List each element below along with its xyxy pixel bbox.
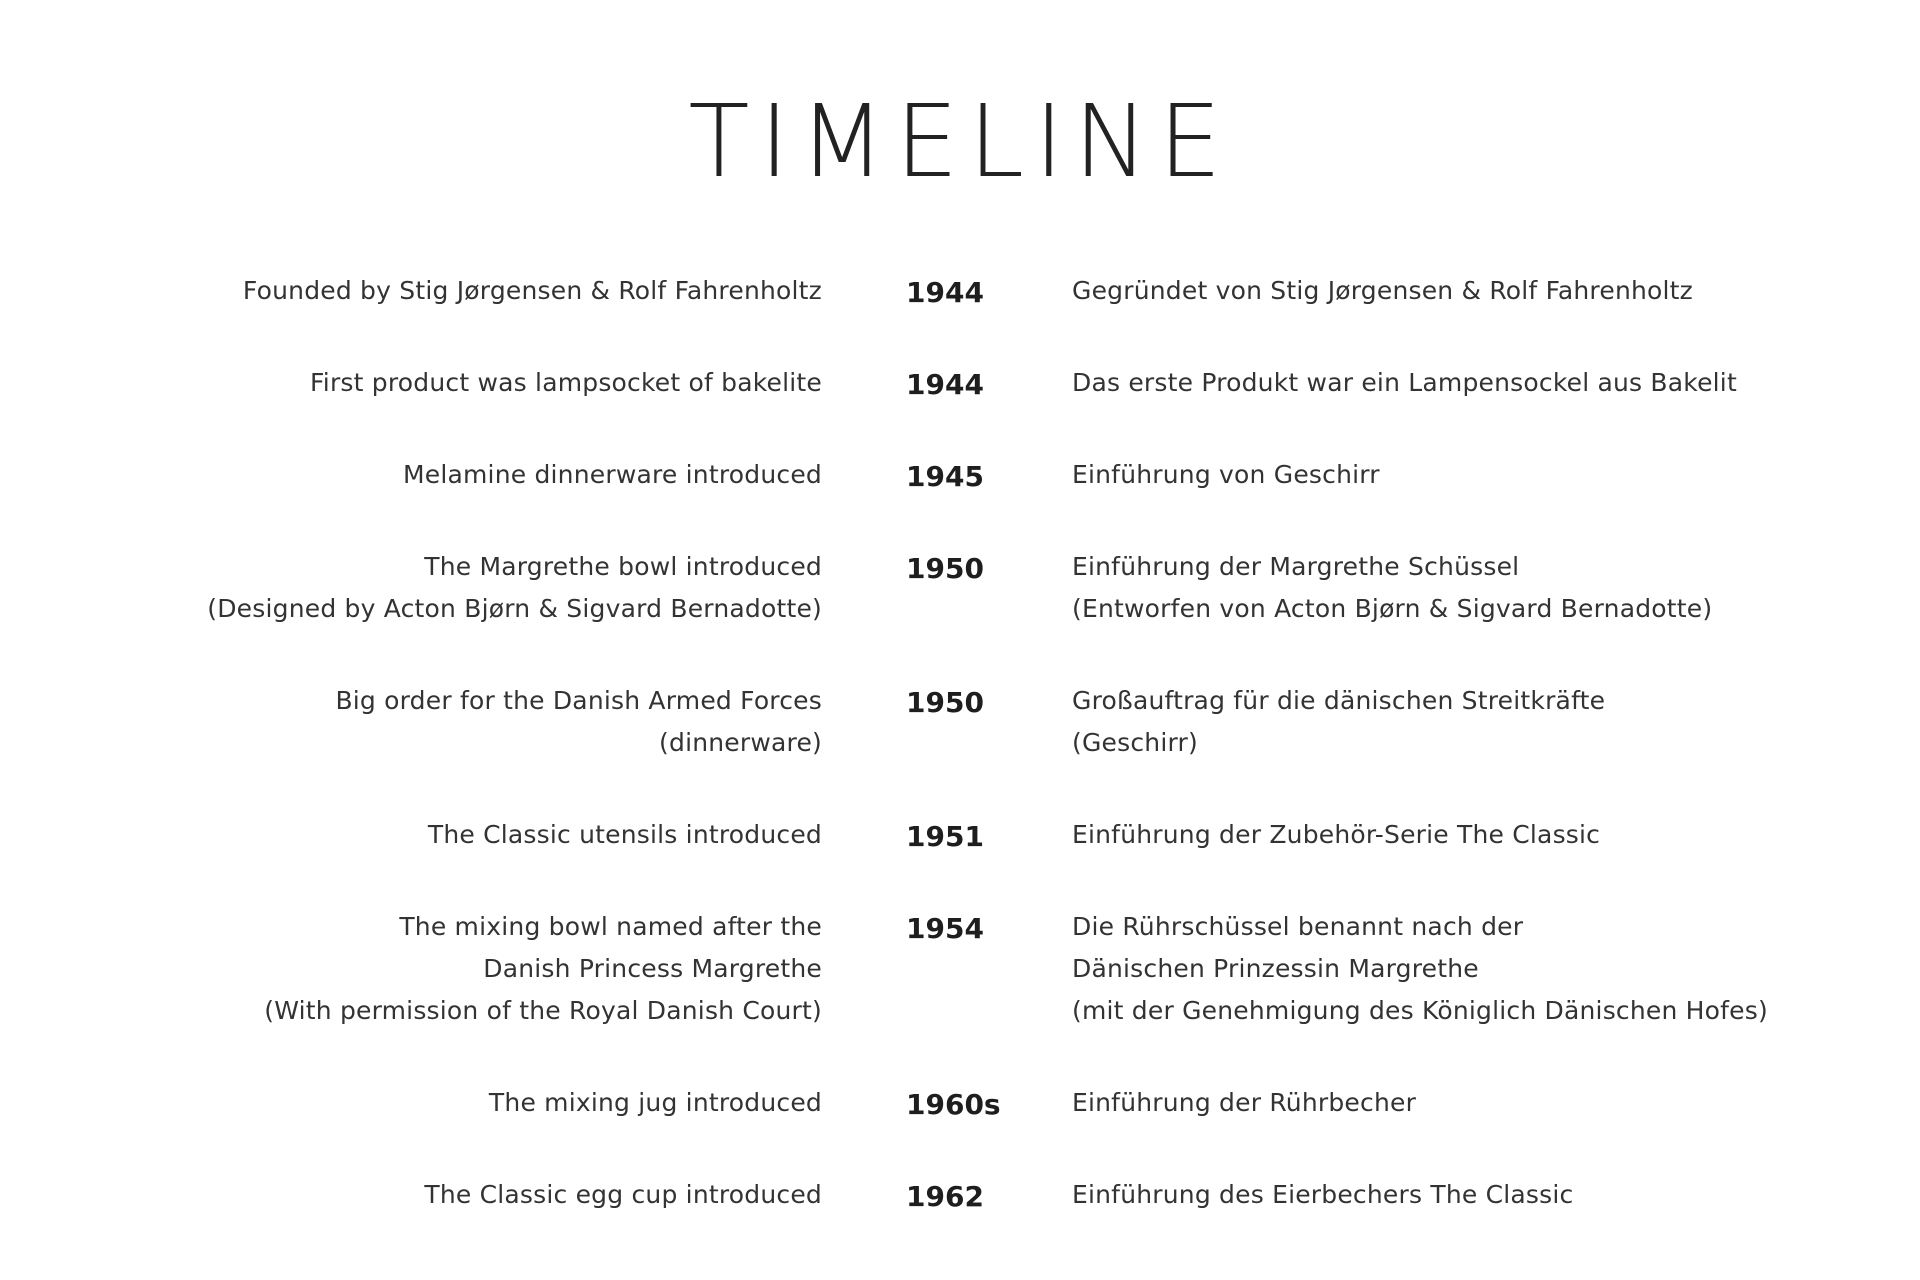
page-title: TIMELINE — [688, 83, 1232, 200]
entry-year: 1960s — [906, 1088, 1001, 1121]
entry-text-german — [1072, 680, 1792, 764]
entry-year: 1950 — [906, 686, 984, 719]
timeline-entry — [0, 1174, 1920, 1266]
entry-text-german — [1072, 270, 1792, 312]
english-line: Danish Princess Margrethe — [483, 954, 822, 983]
timeline-entry — [0, 814, 1920, 906]
english-line: The Classic utensils introduced — [427, 820, 822, 849]
entry-year: 1945 — [906, 460, 984, 493]
english-line: The mixing jug introduced — [488, 1088, 822, 1117]
entry-text-english — [0, 270, 822, 312]
german-line: Einführung der Zubehör-Serie The Classic — [1072, 820, 1601, 849]
entry-text-english — [0, 362, 822, 404]
timeline-entry — [0, 270, 1920, 362]
english-line: First product was lampsocket of bakelite — [310, 368, 822, 397]
german-line: Die Rührschüssel benannt nach der — [1072, 912, 1524, 941]
timeline-list — [0, 270, 1920, 1266]
german-line: (Geschirr) — [1072, 728, 1198, 757]
english-line: The Classic egg cup introduced — [424, 1180, 822, 1209]
german-line: Das erste Produkt war ein Lampensockel aus Bakelit — [1072, 368, 1737, 397]
entry-text-german — [1072, 814, 1792, 856]
english-line: Founded by Stig Jørgensen & Rolf Fahrenholtz — [242, 276, 822, 305]
entry-text-german — [1072, 1174, 1792, 1216]
entry-text-english — [0, 1082, 822, 1124]
entry-text-english — [0, 454, 822, 496]
entry-text-german — [1072, 906, 1792, 1032]
german-line: Einführung von Geschirr — [1072, 460, 1380, 489]
entry-text-english — [0, 680, 822, 764]
entry-year: 1951 — [906, 820, 984, 853]
german-line: Einführung der Rührbecher — [1072, 1088, 1417, 1117]
timeline-entry — [0, 906, 1920, 1082]
english-line: The mixing bowl named after the — [399, 912, 822, 941]
timeline-entry — [0, 546, 1920, 680]
entry-text-english — [0, 814, 822, 856]
german-line: Gegründet von Stig Jørgensen & Rolf Fahrenholtz — [1072, 276, 1693, 305]
english-line: Melamine dinnerware introduced — [402, 460, 822, 489]
german-line: (mit der Genehmigung des Königlich Dänischen Hofes) — [1072, 996, 1768, 1025]
english-line: (dinnerware) — [659, 728, 822, 757]
entry-year: 1962 — [906, 1180, 984, 1213]
timeline-entry — [0, 454, 1920, 546]
german-line: Einführung des Eierbechers The Classic — [1072, 1180, 1574, 1209]
german-line: Einführung der Margrethe Schüssel — [1072, 552, 1520, 581]
entry-text-english — [0, 906, 822, 1032]
timeline-entry — [0, 680, 1920, 814]
timeline-entry — [0, 1082, 1920, 1174]
entry-text-english — [0, 1174, 822, 1216]
entry-text-german — [1072, 546, 1792, 630]
entry-text-german — [1072, 362, 1792, 404]
entry-year: 1950 — [906, 552, 984, 585]
german-line: Großauftrag für die dänischen Streitkräfte — [1072, 686, 1606, 715]
english-line: (With permission of the Royal Danish Court) — [264, 996, 822, 1025]
timeline-entry — [0, 362, 1920, 454]
german-line: Dänischen Prinzessin Margrethe — [1072, 954, 1479, 983]
english-line: The Margrethe bowl introduced — [424, 552, 822, 581]
entry-text-german — [1072, 1082, 1792, 1124]
english-line: Big order for the Danish Armed Forces — [335, 686, 822, 715]
entry-year: 1944 — [906, 276, 984, 309]
entry-year: 1944 — [906, 368, 984, 401]
english-line: (Designed by Acton Bjørn & Sigvard Bernadotte) — [207, 594, 822, 623]
entry-text-english — [0, 546, 822, 630]
entry-year: 1954 — [906, 912, 984, 945]
entry-text-german — [1072, 454, 1792, 496]
german-line: (Entworfen von Acton Bjørn & Sigvard Bernadotte) — [1072, 594, 1713, 623]
